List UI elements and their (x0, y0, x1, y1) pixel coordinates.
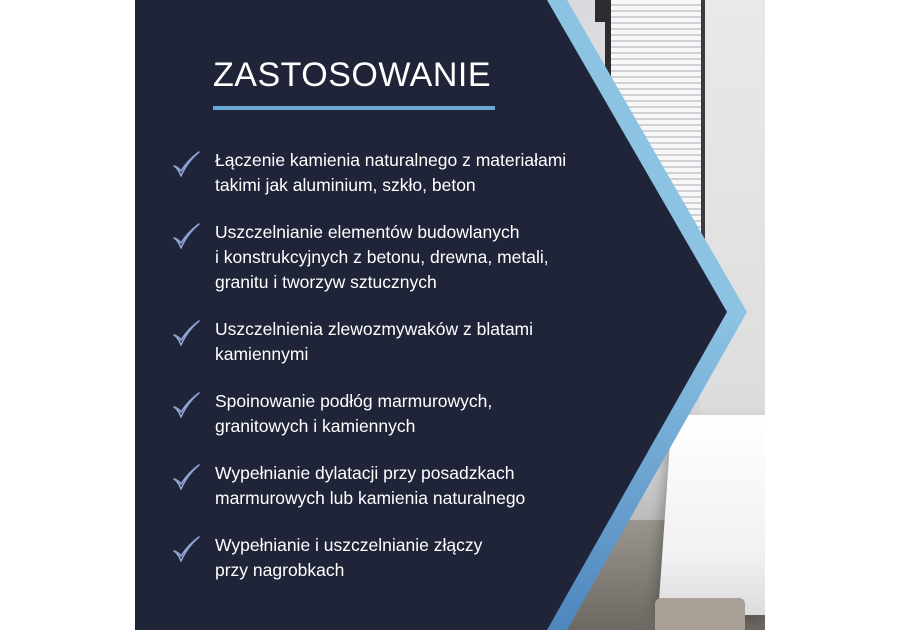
checkmark-icon (171, 391, 201, 421)
checkmark-icon (171, 463, 201, 493)
list-item-text: Wypełnianie dylatacji przy posadzkach (215, 463, 515, 483)
list-item-text: marmurowych lub kamienia naturalnego (215, 488, 526, 508)
list-item-text: Spoinowanie podłóg marmurowych, (215, 391, 493, 411)
list-item-text: takimi jak aluminium, szkło, beton (215, 175, 476, 195)
checkmark-icon (171, 150, 201, 180)
list-item (171, 389, 611, 439)
list-item-text: przy nagrobkach (215, 560, 345, 580)
checkmark-icon (171, 222, 201, 252)
checkmark-icon (171, 319, 201, 349)
page-title: ZASTOSOWANIE (213, 56, 492, 94)
title-underline (213, 106, 495, 110)
list-item (171, 148, 611, 198)
list-item-text: i konstrukcyjnych z betonu, drewna, metali, (215, 247, 549, 267)
list-item (171, 533, 611, 583)
list-item-text: kamiennymi (215, 344, 309, 364)
checkmark-icon (171, 535, 201, 565)
list-item-text: Uszczelnienia zlewozmywaków z blatami (215, 319, 534, 339)
application-list (171, 148, 611, 583)
infographic (135, 0, 765, 630)
list-item (171, 461, 611, 511)
list-item (171, 220, 611, 295)
list-item-text: granitu i tworzyw sztucznych (215, 272, 437, 292)
list-item-text: granitowych i kamiennych (215, 416, 416, 436)
list-item-text: Łączenie kamienia naturalnego z materiałami (215, 150, 567, 170)
list-item-text: Wypełnianie i uszczelnianie złączy (215, 535, 483, 555)
list-item (171, 317, 611, 367)
list-item-text: Uszczelnianie elementów budowlanych (215, 222, 520, 242)
